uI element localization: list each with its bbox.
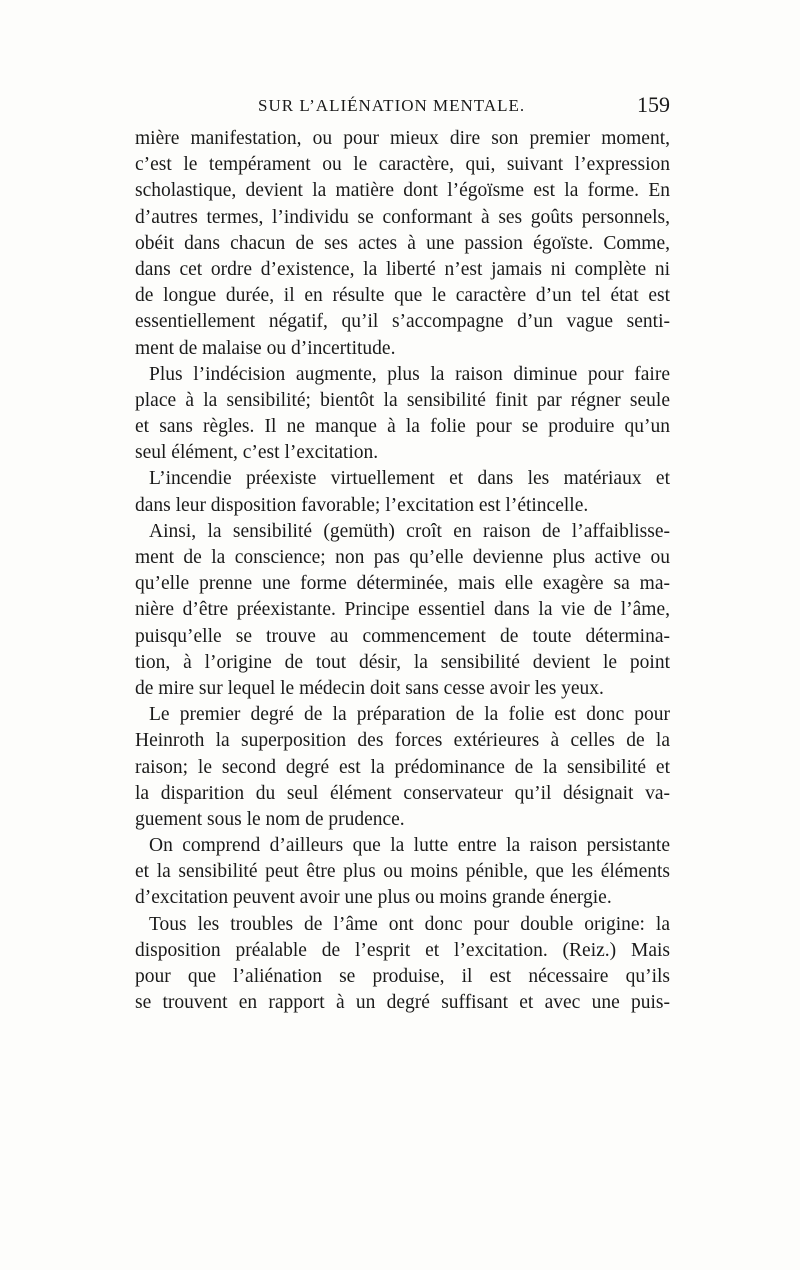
paragraph (135, 362, 670, 467)
text-line: pour que l’aliénation se produise, il est nécessaire qu’ils (135, 966, 670, 987)
text-line: la disparition du seul élément conservateur qu’il désignait va- (135, 782, 670, 804)
text-line: de mire sur lequel le médecin doit sans cesse avoir les yeux. (135, 677, 604, 699)
page-header (140, 92, 670, 120)
paragraph (135, 702, 670, 833)
text-line: disposition préalable de l’esprit et l’excitation. (Reiz.) Mais (135, 939, 670, 961)
text-line: Ainsi, la sensibilité (gemüth) croît en raison de l’affaiblisse- (149, 520, 670, 542)
text-line: et sans règles. Il ne manque à la folie pour se produire qu’un (135, 416, 670, 438)
text-line: Plus l’indécision augmente, plus la raison diminue pour faire (149, 363, 670, 385)
text-line: et la sensibilité peut être plus ou moins pénible, que les éléments (135, 861, 670, 883)
paragraph (135, 833, 670, 912)
text-line: se trouvent en rapport à un degré suffisant et avec une puis- (135, 992, 670, 1014)
paragraph (135, 912, 670, 1017)
running-title: SUR L’ALIÉNATION MENTALE. (258, 96, 526, 115)
body-text (135, 126, 670, 1016)
text-line: ment de malaise ou d’incertitude. (135, 337, 396, 359)
text-line: essentiellement négatif, qu’il s’accompagne d’un vague senti- (135, 311, 670, 333)
text-line: de longue durée, il en résulte que le caractère d’un tel état est (135, 285, 670, 307)
text-line: dans cet ordre d’existence, la liberté n’est jamais ni complète ni (135, 258, 670, 280)
text-line: tion, à l’origine de tout désir, la sensibilité devient le point (135, 651, 670, 673)
text-line: L’incendie préexiste virtuellement et dans les matériaux et (149, 468, 670, 490)
text-line: ment de la conscience; non pas qu’elle devienne plus active ou (135, 547, 670, 568)
text-line: On comprend d’ailleurs que la lutte entre la raison persistante (149, 835, 670, 857)
text-line: dans leur disposition favorable; l’excitation est l’étincelle. (135, 494, 589, 516)
text-line: raison; le second degré est la prédominance de la sensibilité et (135, 756, 670, 778)
text-line: mière manifestation, ou pour mieux dire son premier moment, (135, 128, 670, 149)
paragraph (135, 126, 670, 362)
text-line: Tous les troubles de l’âme ont donc pour double origine: la (149, 913, 670, 935)
text-line: guement sous le nom de prudence. (135, 808, 405, 830)
text-line: scholastique, devient la matière dont l’égoïsme est la forme. En (135, 180, 670, 202)
text-line: seul élément, c’est l’excitation. (135, 442, 379, 464)
text-line: qu’elle prenne une forme déterminée, mais elle exagère sa ma- (135, 573, 670, 595)
page-number: 159 (637, 92, 670, 117)
text-line: nière d’être préexistante. Principe essentiel dans la vie de l’âme, (135, 599, 670, 621)
text-line: puisqu’elle se trouve au commencement de toute détermina- (135, 625, 670, 647)
text-line: place à la sensibilité; bientôt la sensibilité finit par régner seule (135, 389, 670, 411)
paragraph (135, 466, 670, 518)
text-line: d’excitation peuvent avoir une plus ou moins grande énergie. (135, 887, 612, 909)
paragraph (135, 519, 670, 702)
text-line: c’est le tempérament ou le caractère, qui, suivant l’expression (135, 154, 670, 176)
text-line: Le premier degré de la préparation de la folie est donc pour (149, 704, 670, 726)
text-line: d’autres termes, l’individu se conformant à ses goûts personnels, (135, 206, 670, 228)
text-line: Heinroth la superposition des forces extérieures à celles de la (135, 730, 670, 752)
text-line: obéit dans chacun de ses actes à une passion égoïste. Comme, (135, 232, 670, 254)
